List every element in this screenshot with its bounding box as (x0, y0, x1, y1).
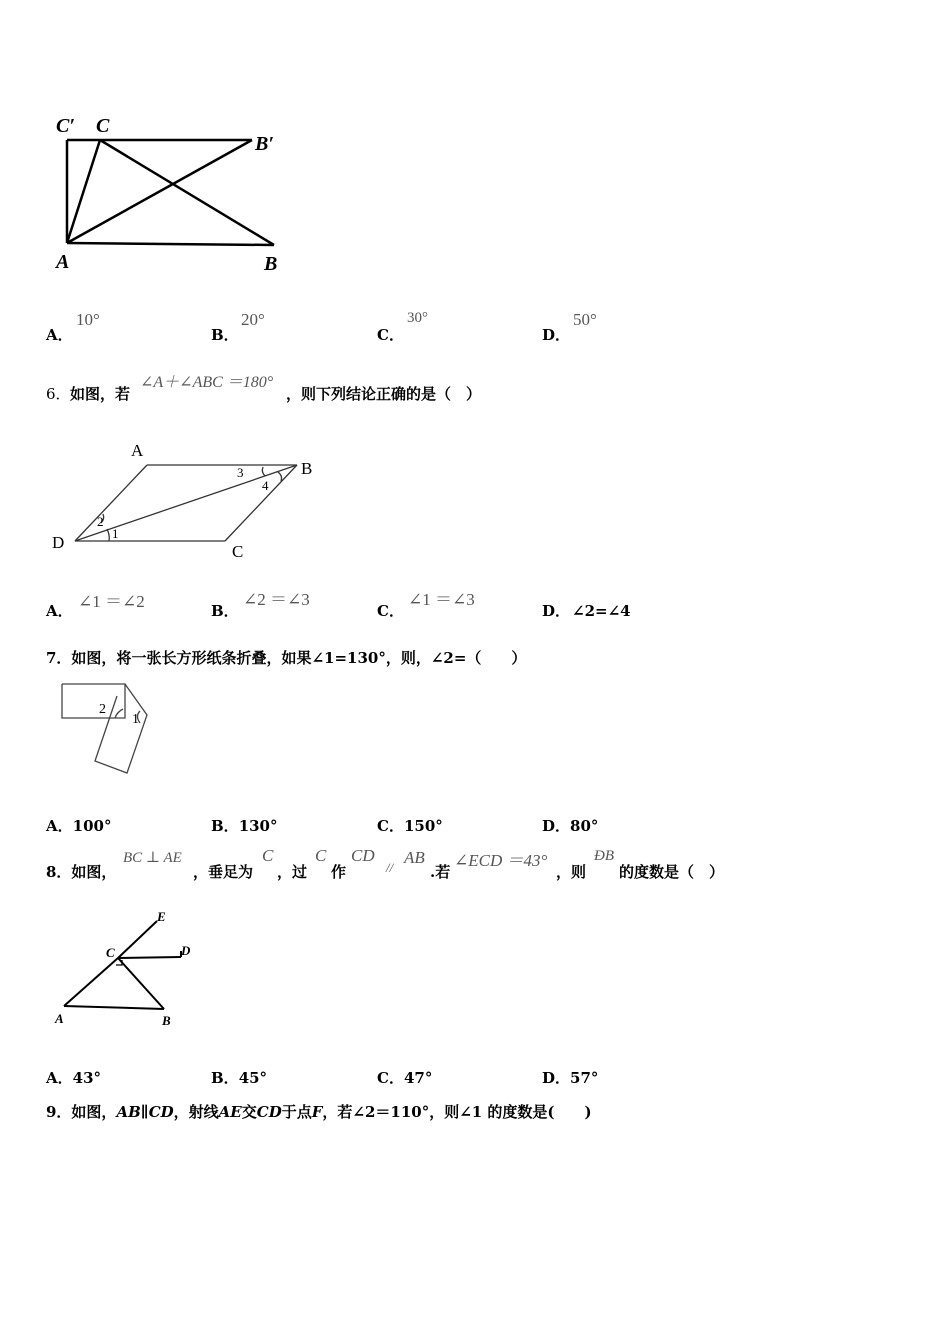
q6-option-a-value: ∠1 ＝∠2 (78, 592, 145, 611)
q8-cd: CD (351, 846, 375, 865)
q6-option-b-value: ∠2 ＝∠3 (243, 590, 310, 609)
q8-number: 8．如图， (46, 863, 117, 881)
label-b: B (264, 253, 278, 275)
q5-option-a-value: 10° (76, 310, 100, 329)
q9-text-3: 于点 (281, 1103, 312, 1121)
label-angle-2: 2 (99, 702, 106, 717)
figure-q5 (50, 110, 300, 280)
q5-option-d-value: 50° (573, 310, 597, 329)
q6-prefix: 如图，若 (70, 385, 131, 403)
label-angle-3: 3 (237, 465, 244, 480)
label-a: A (131, 441, 144, 460)
q8-text-6: 的度数是（ ） (619, 863, 725, 881)
label-angle-1: 1 (112, 526, 119, 541)
q6-option-b[interactable]: B． (211, 602, 239, 620)
q8-point-c-1: C (262, 846, 274, 865)
q7-option-d[interactable]: D．80° (542, 817, 599, 835)
q8-option-d[interactable]: D．57° (542, 1069, 599, 1087)
q8-option-a[interactable]: A．43° (46, 1069, 102, 1087)
q7-option-c[interactable]: C．150° (377, 817, 443, 835)
q5-option-b-value: 20° (241, 310, 265, 329)
q9-text-2: 交 (241, 1103, 257, 1121)
q6-option-c[interactable]: C． (377, 602, 404, 620)
label-d: D (52, 533, 65, 552)
q8-text-3: 作 (331, 863, 347, 881)
q8-text-4: .若 (430, 863, 451, 881)
label-e: E (157, 909, 166, 924)
q9-cd: CD (256, 1103, 282, 1121)
q9-stem (46, 1101, 592, 1122)
label-b-prime: B′ (255, 133, 274, 155)
label-d: D (181, 943, 191, 958)
q8-text-1: ，垂足为 (193, 863, 254, 881)
q8-angle-b: ÐB (594, 848, 614, 864)
q9-text-1: ，射线 (173, 1103, 219, 1121)
q8-angle-ecd: ∠ECD ＝43° (454, 851, 548, 870)
q5-option-d[interactable]: D． (542, 326, 571, 344)
q8-ab: AB (404, 848, 425, 867)
q9-point-f: F (311, 1103, 323, 1121)
label-c: C (232, 542, 244, 561)
label-c: C (96, 115, 110, 137)
q9-text-4: ，若∠2＝110°，则∠1 的度数是( ) (322, 1103, 592, 1121)
label-a: A (56, 251, 70, 273)
label-angle-1: 1 (132, 712, 139, 727)
label-b: B (301, 459, 313, 478)
label-a: A (55, 1011, 64, 1026)
q7-option-a[interactable]: A．100° (46, 817, 112, 835)
q8-parallel: // (386, 860, 394, 875)
figure-q6 (45, 435, 335, 565)
q6-option-a[interactable]: A． (46, 602, 73, 620)
figure-q7 (55, 678, 165, 778)
q8-bc-perp-ae: BC ⊥ AE (123, 850, 182, 866)
q8-option-b[interactable]: B．45° (211, 1069, 268, 1087)
figure-q8 (50, 905, 200, 1030)
label-c-prime: C′ (56, 115, 75, 137)
q7-stem: 7．如图，将一张长方形纸条折叠，如果∠1=130°，则，∠2=（ ） (46, 649, 527, 667)
q6-suffix: ，则下列结论正确的是（ ） (286, 385, 482, 403)
q6-number: 6． (46, 385, 71, 403)
label-b: B (162, 1013, 171, 1028)
q8-text-5: ，则 (556, 863, 587, 881)
q6-option-d[interactable]: D． ∠2=∠4 (542, 602, 631, 620)
q8-option-c[interactable]: C．47° (377, 1069, 433, 1087)
q9-number: 9．如图， (46, 1103, 117, 1121)
q9-ab-parallel-cd: AB∥CD (116, 1103, 174, 1121)
q5-option-c[interactable]: C． (377, 326, 404, 344)
label-angle-4: 4 (262, 478, 269, 493)
q5-option-a[interactable]: A． (46, 326, 73, 344)
label-c: C (106, 945, 115, 960)
q9-ae: AE (218, 1103, 242, 1121)
q6-option-c-value: ∠1 ＝∠3 (408, 590, 475, 609)
q6-formula: ∠A＋∠ABC ＝180° (140, 374, 274, 391)
q8-point-c-2: C (315, 846, 327, 865)
label-angle-2: 2 (97, 514, 104, 529)
q5-option-c-value: 30° (407, 310, 428, 326)
q7-option-b[interactable]: B．130° (211, 817, 278, 835)
q5-option-b[interactable]: B． (211, 326, 239, 344)
q8-text-2: ，过 (277, 863, 308, 881)
